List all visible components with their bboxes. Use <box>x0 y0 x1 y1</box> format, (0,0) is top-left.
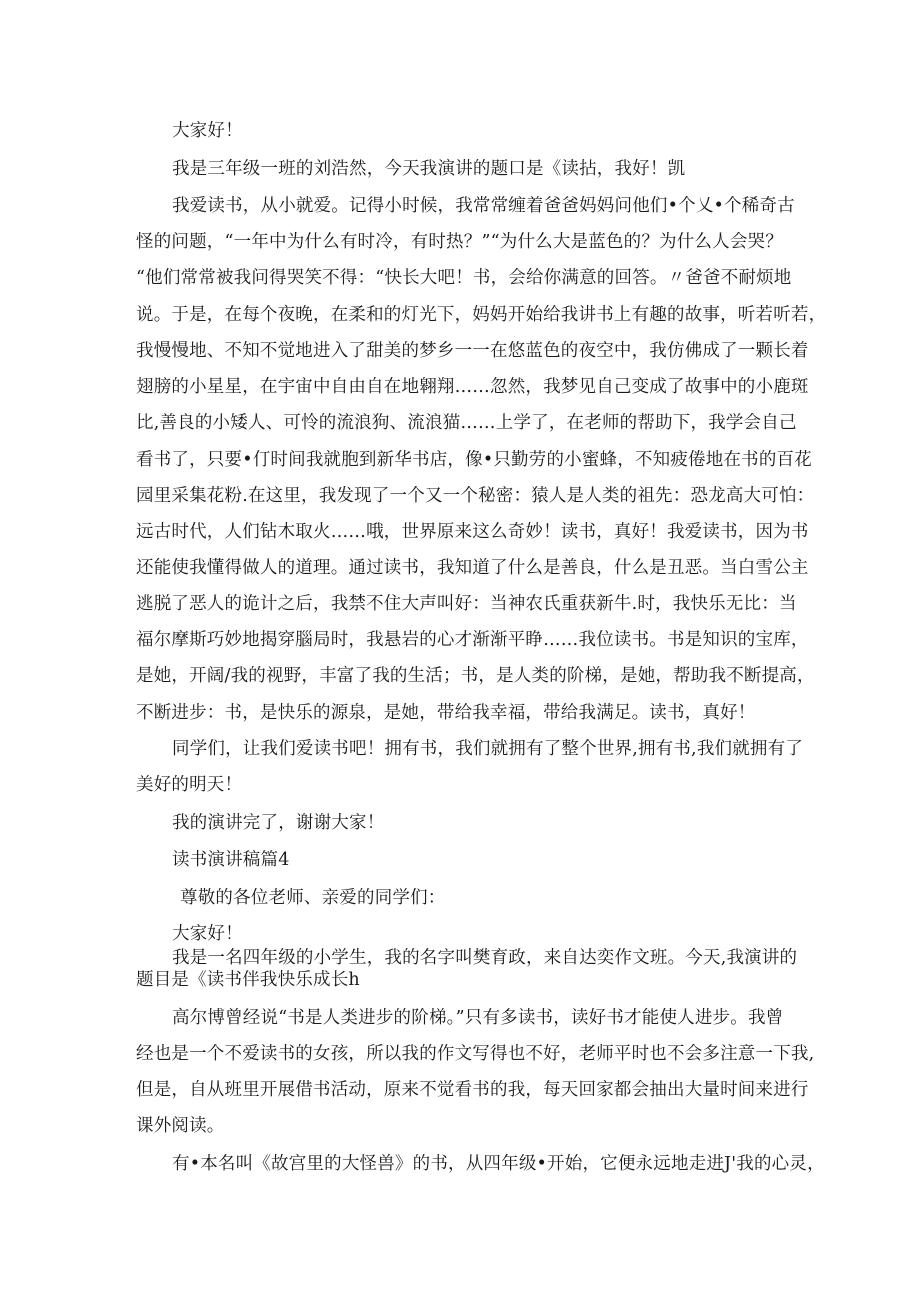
paragraph-line: 怪的问题，“一年中为什么有时冷，有时热？”“为什么大是蓝色的？为什么人会哭？ <box>136 232 783 252</box>
section-title: 读书演讲稿篇4 <box>172 850 290 870</box>
paragraph-line: 看书了，只要•仃时间我就胞到新华书店，像•只勤劳的小蜜蜂，不知疲倦地在书的百花 <box>136 450 812 470</box>
paragraph-line: 但是，自从班里开展借书活动，原来不觉看书的我，每天回家都会抽出大量时间来进行 <box>136 1080 809 1100</box>
last-paragraph: 有•本名叫《故宫里的大怪兽》的书，从四年级•开始，它便永远地走进J'我的心灵， <box>172 1154 825 1174</box>
salutation: 尊敬的各位老师、亲爱的同学们： <box>180 888 446 908</box>
paragraph-line: 经也是一个不爱读书的女孩，所以我的作文写得也不好，老师平时也不会多注意一下我, <box>136 1044 815 1064</box>
greeting-paragraph: 大家好！ <box>172 924 243 944</box>
paragraph-line: 还能使我懂得做人的道理。通过读书，我知道了什么是善良，什么是丑恶。当白雪公主 <box>136 558 809 578</box>
paragraph-line: 园里采集花粉.在这里，我发现了一个又一个秘密：猿人是人类的祖先：恐龙高大可怕： <box>136 486 815 506</box>
paragraph-line: 福尔摩斯巧妙地揭穿腦局时，我悬岩的心才渐渐平睁……我位读书。书是知识的宝库， <box>136 630 809 650</box>
paragraph-line: 课外阅读。 <box>136 1116 225 1136</box>
paragraph-line: 题目是《读书伴我快乐成长h <box>136 970 360 990</box>
paragraph-line: “他们常常被我问得哭笑不得：“快长大吧！书，会给你满意的回答。〃爸爸不耐烦地 <box>136 268 792 288</box>
paragraph-line: 同学们，让我们爱读书吧！拥有书，我们就拥有了整个世界,拥有书,我们就拥有了 <box>172 739 804 759</box>
paragraph-line: 我爱读书，从小就爱。记得小时候，我常常缠着爸爸妈妈问他们•个乂•个稀奇古 <box>172 196 795 216</box>
paragraph-line: 说。于是，在每个夜晚，在柔和的灯光下，妈妈开始给我讲书上有趣的故事，听若听若， <box>136 305 827 325</box>
intro-paragraph: 我是三年级一班的刘浩然，今天我演讲的题口是《读拈，我好！凯 <box>172 159 686 179</box>
paragraph-line: 我是一名四年级的小学生，我的名字叫樊育政，来自达奕作文班。今天,我演讲的 <box>172 948 798 968</box>
paragraph-line: 翅膀的小星星，在宇宙中自由自在地翱翔……忽然，我梦见自己变成了故事中的小鹿斑 <box>136 377 809 397</box>
paragraph-line: 美好的明天！ <box>136 775 243 795</box>
closing-paragraph: 我的演讲完了，谢谢大家！ <box>172 813 385 833</box>
paragraph-line: 不断进步：书，是快乐的源泉，是她，带给我幸福，带给我满足。读书，真好！ <box>136 703 756 723</box>
paragraph-line: 是她，开阔/我的视野，丰富了我的生活；书，是人类的阶梯，是她，帮助我不断提高， <box>136 666 815 686</box>
greeting-paragraph: 大家好！ <box>172 121 243 141</box>
paragraph-line: 比,善良的小矮人、可怜的流浪狗、流浪猫……上学了，在老师的帮助下，我学会自己 <box>136 413 797 433</box>
paragraph-line: 逃脱了恶人的诡计之后，我禁不住大声叫好：当神农氏重获新牛.时，我快乐无比：当 <box>136 594 797 614</box>
paragraph-line: 高尔博曾经说“书是人类进步的阶梯。”只有多读书，读好书才能使人进步。我曾 <box>172 1008 784 1028</box>
paragraph-line: 远古时代，人们钻木取火……哦，世界原来这么奇妙！读书，真好！我爱读书，因为书 <box>136 522 809 542</box>
paragraph-line: 我慢慢地、不知不觉地进入了甜美的梦乡一一在悠蓝色的夜空中，我仿佛成了一颗长着 <box>136 341 809 361</box>
